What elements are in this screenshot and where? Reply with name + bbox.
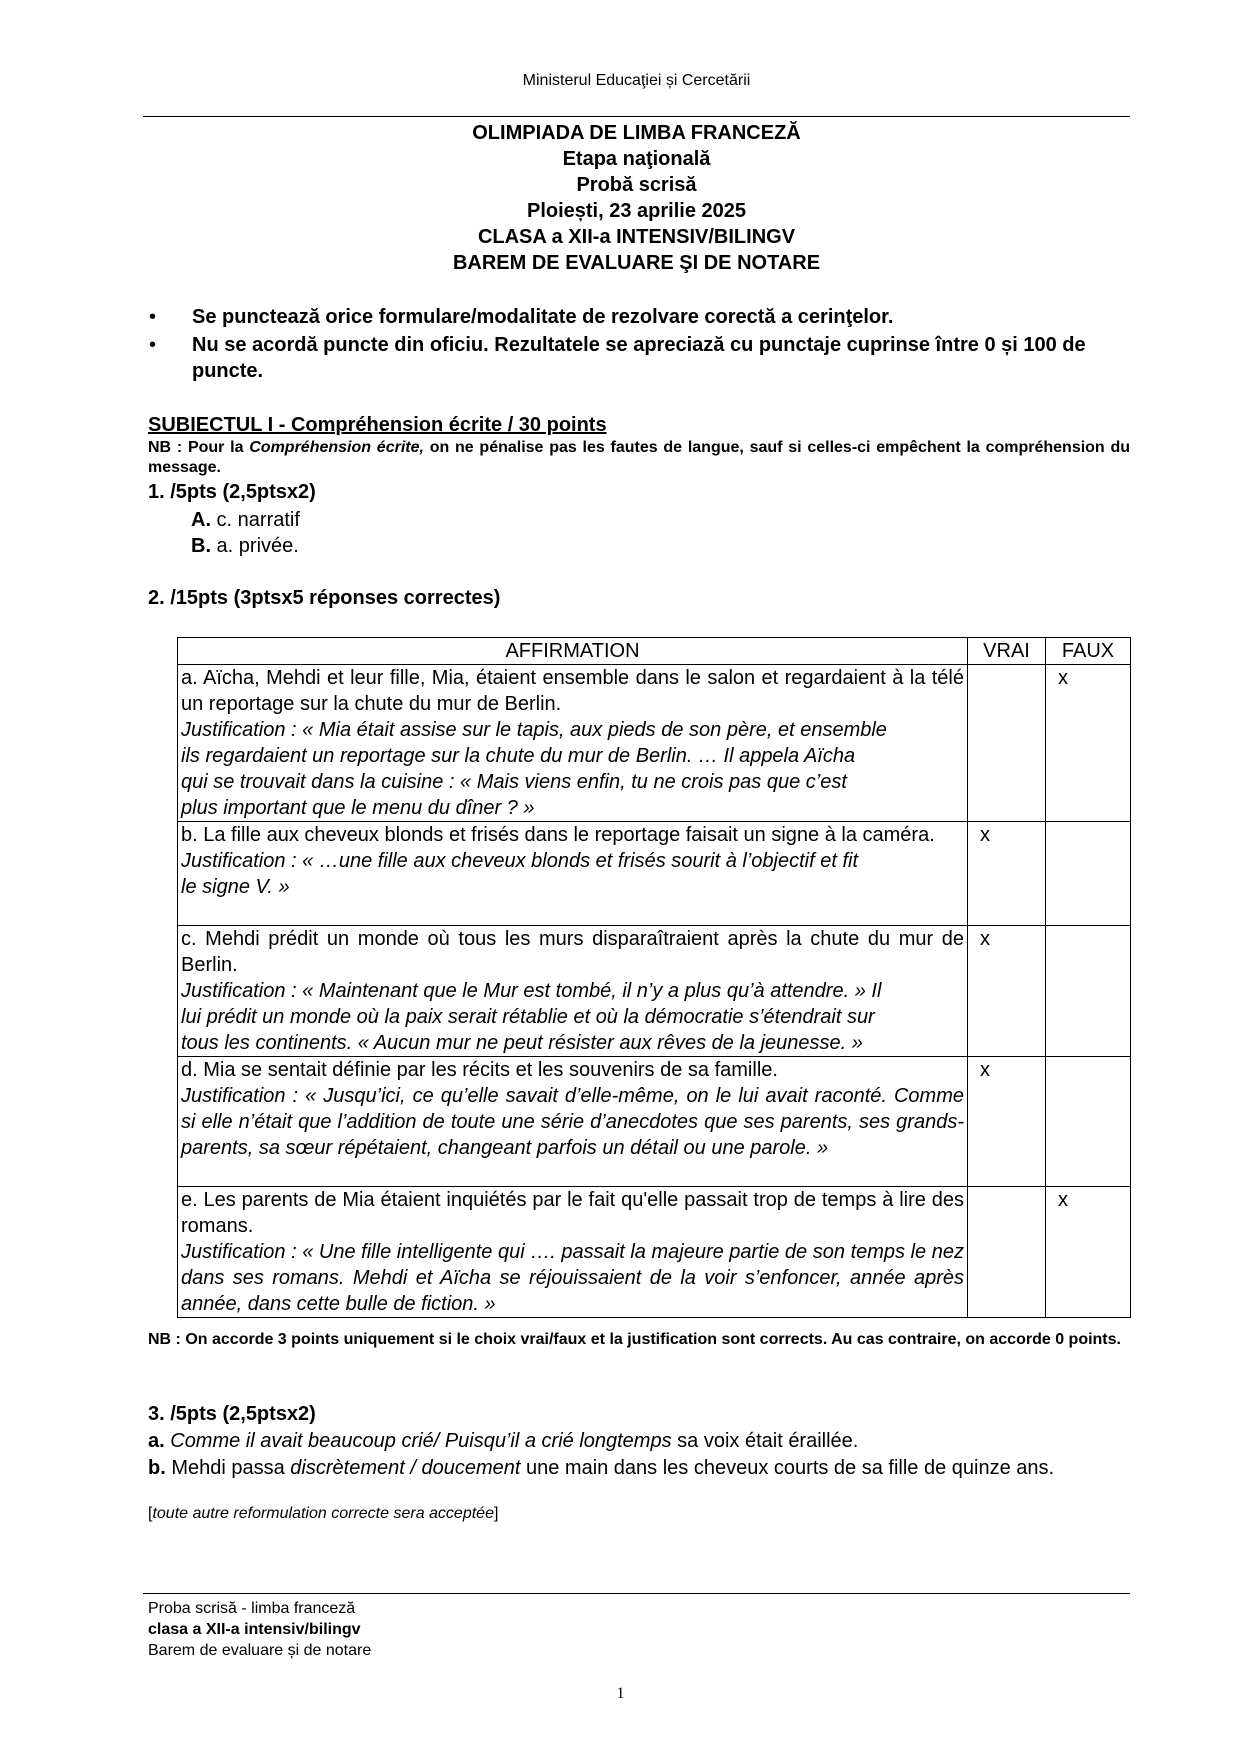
question-3-answer-b: b. Mehdi passa discrètement / doucement une main dans les cheveux courts de sa fille de quinze ans. xyxy=(148,1457,1055,1479)
title-stage: Etapa naţională xyxy=(562,148,711,170)
question-1-answer-b: B. a. privée. xyxy=(191,535,299,557)
affirmation-cell: e. Les parents de Mia étaient inquiétés par le fait qu'elle passait trop de temps à lire des romans. Justification : « Une fille intelligente qui …. passait la majeure partie de son temps le nez dans ses romans. Mehdi et Aïcha se réjouissaient de la voir s’enfoncer, année après année, dans cette bulle de fiction. » xyxy=(178,1187,968,1318)
affirmation-cell: c. Mehdi prédit un monde où tous les murs disparaîtraient après la chute du mur de Berlin. Justification : « Maintenant que le Mur est tombé, il n’y a plus qu’à attendre. » Il lui prédit un monde où la paix serait rétablie et où la démocratie s’étendrait sur tous les continents. « Aucun mur ne peut résister aux rêves de la jeunesse. » xyxy=(178,926,968,1057)
table-header-row xyxy=(178,638,1131,665)
general-rules-list xyxy=(143,304,1130,386)
title-olympiad: OLIMPIADA DE LIMBA FRANCEZĂ xyxy=(472,122,801,144)
column-header-vrai: VRAI xyxy=(968,638,1046,665)
page-number: 1 xyxy=(616,1685,625,1702)
title-block xyxy=(143,120,1130,276)
table-row xyxy=(178,822,1131,926)
header-divider xyxy=(143,116,1130,117)
vrai-cell: x xyxy=(968,926,1046,1057)
question-3-heading: 3. /5pts (2,5ptsx2) xyxy=(148,1403,316,1425)
footer-divider xyxy=(143,1593,1130,1594)
table-row xyxy=(178,926,1131,1057)
column-header-affirmation: AFFIRMATION xyxy=(178,638,968,665)
section-note: NB : Pour la Compréhension écrite, on ne pénalise pas les fautes de langue, sauf si celles-ci empêchent la compréhension du message. xyxy=(148,439,1131,476)
section-title: SUBIECTUL I - Compréhension écrite / 30 points xyxy=(148,414,607,436)
page-footer xyxy=(148,1598,371,1661)
question-3-note: [toute autre reformulation correcte sera acceptée] xyxy=(148,1505,499,1522)
title-class: CLASA a XII-a INTENSIV/BILINGV xyxy=(477,226,796,248)
affirmation-cell: d. Mia se sentait définie par les récits et les souvenirs de sa famille. Justification : « Jusqu’ici, ce qu’elle savait d’elle-même, on le lui avait raconté. Comme si elle n’était que l’addition de toute une série d’anecdotes que ses parents, ses grands-parents, sa sœur répétaient, changeant parfois un détail ou une parole. » xyxy=(178,1057,968,1187)
ministry-header: Ministerul Educaţiei și Cercetării xyxy=(522,72,751,89)
table-row xyxy=(178,665,1131,822)
column-header-faux: FAUX xyxy=(1046,638,1131,665)
footer-line-2: clasa a XII-a intensiv/bilingv xyxy=(148,1621,361,1638)
affirmation-cell: a. Aïcha, Mehdi et leur fille, Mia, étaient ensemble dans le salon et regardaient à la télé un reportage sur la chute du mur de Berlin. Justification : « Mia était assise sur le tapis, aux pieds de son père, et ensemble ils regardaient un reportage sur la chute du mur de Berlin. … Il appela Aïcha qui se trouvait dans la cuisine : « Mais viens enfin, tu ne crois pas que c’est plus important que le menu du dîner ? » xyxy=(178,665,968,822)
title-test-type: Probă scrisă xyxy=(576,174,697,196)
bullet-icon: • xyxy=(149,306,157,328)
bullet-icon: • xyxy=(149,334,157,356)
faux-cell xyxy=(1046,1057,1131,1187)
table-note: NB : On accorde 3 points uniquement si le choix vrai/faux et la justification sont corrects. Au cas contraire, on accorde 0 points. xyxy=(148,1331,1121,1348)
vrai-cell xyxy=(968,1187,1046,1318)
rule-item: • Se punctează orice formulare/modalitate de rezolvare corectă a cerinţelor. xyxy=(149,306,894,328)
footer-line-1: Proba scrisă - limba franceză xyxy=(148,1600,356,1617)
question-1-heading: 1. /5pts (2,5ptsx2) xyxy=(148,481,316,503)
question-2-heading: 2. /15pts (3ptsx5 réponses correctes) xyxy=(148,587,501,609)
table-row xyxy=(178,1057,1131,1187)
table-row xyxy=(178,1187,1131,1318)
vrai-cell: x xyxy=(968,822,1046,926)
footer-line-3: Barem de evaluare și de notare xyxy=(148,1642,372,1659)
faux-cell xyxy=(1046,822,1131,926)
faux-cell: x xyxy=(1046,1187,1131,1318)
faux-cell xyxy=(1046,926,1131,1057)
rule-item: • Nu se acordă puncte din oficiu. Rezultatele se apreciază cu punctaje cuprinse între 0 și 100 de puncte. xyxy=(149,334,1086,382)
faux-cell: x xyxy=(1046,665,1131,822)
question-1-answer-a: A. c. narratif xyxy=(191,509,300,531)
vrai-cell xyxy=(968,665,1046,822)
affirmation-cell: b. La fille aux cheveux blonds et frisés dans le reportage faisait un signe à la caméra. Justification : « …une fille aux cheveux blonds et frisés sourit à l’objectif et fit le signe V. » xyxy=(178,822,968,926)
question-3-answer-a: a. Comme il avait beaucoup crié/ Puisqu’il a crié longtemps sa voix était éraillée. xyxy=(148,1430,859,1452)
vrai-cell: x xyxy=(968,1057,1046,1187)
title-barem: BAREM DE EVALUARE ŞI DE NOTARE xyxy=(452,252,821,274)
affirmation-table xyxy=(177,637,1131,1318)
title-place-date: Ploiești, 23 aprilie 2025 xyxy=(526,200,746,222)
